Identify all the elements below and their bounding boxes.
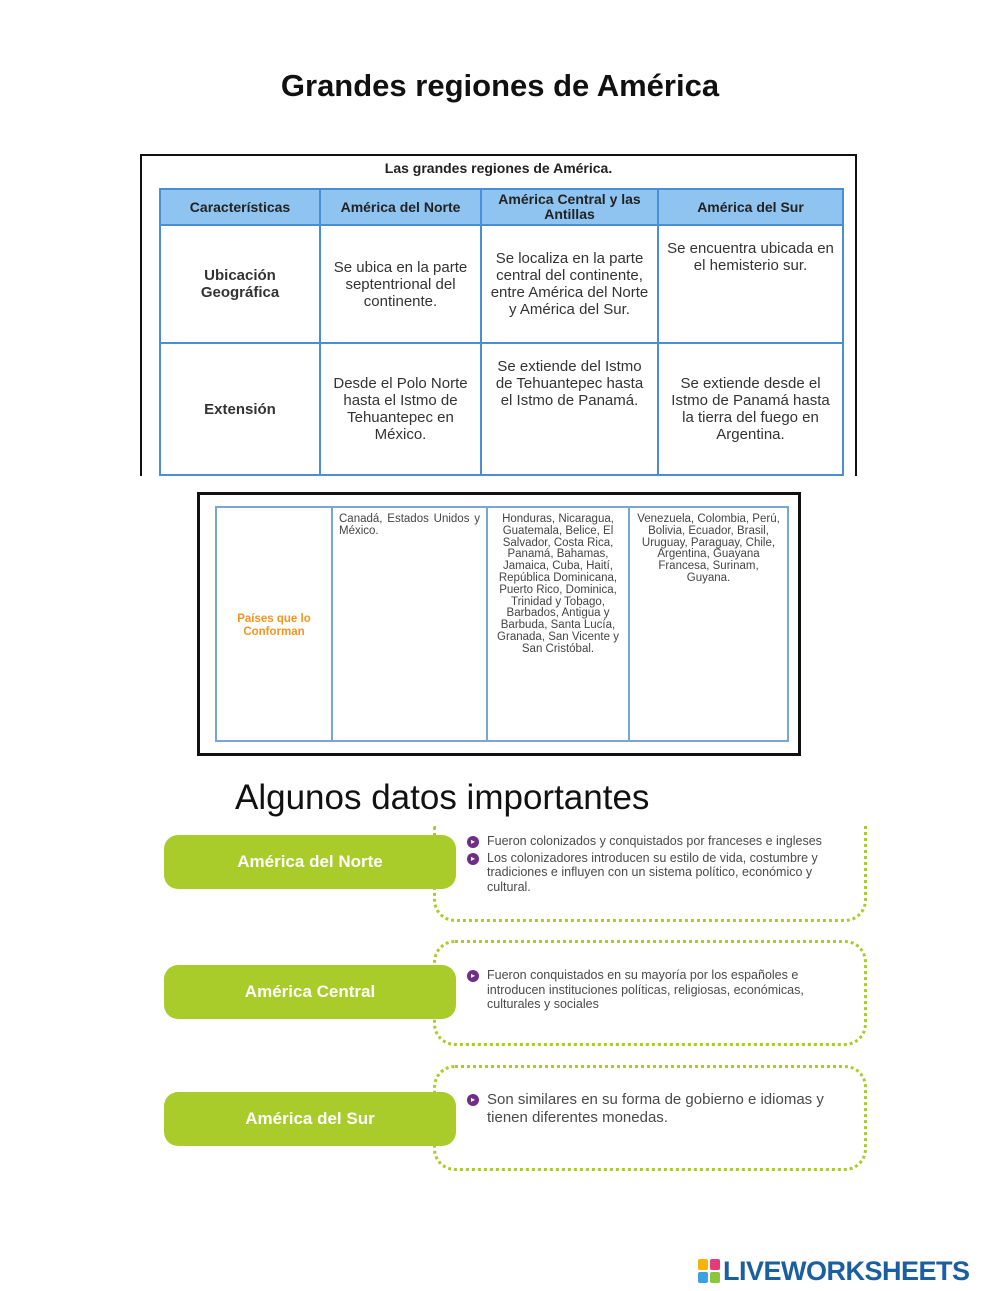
page-title: Grandes regiones de América: [280, 68, 720, 103]
fact-bullet: [467, 834, 854, 849]
bullet-arrow-icon: ▸: [467, 1094, 479, 1106]
cell-ubicacion-sur: Se encuentra ubicada en el hemisterio sur.: [658, 225, 843, 343]
regions-table-image: [140, 154, 857, 476]
header-america-sur: América del Sur: [658, 189, 843, 225]
region-pill-central: América Central: [164, 965, 456, 1019]
fact-bullet: [467, 851, 854, 895]
bullet-arrow-icon: ▸: [467, 853, 479, 865]
bullet-text: Fueron conquistados en su mayoría por los españoles e introducen instituciones políticas, religiosas, económicas, culturales y sociales: [487, 968, 804, 1011]
cell-extension-central: Se extiende del Istmo de Tehuantepec hasta el Istmo de Panamá.: [481, 343, 658, 475]
fact-bullets: [467, 1091, 854, 1129]
row-label-extension: Extensión: [160, 343, 320, 475]
bullet-arrow-icon: ▸: [467, 970, 479, 982]
header-caracteristicas: Características: [160, 189, 320, 225]
fact-row-sur: [160, 1065, 870, 1173]
cell-ubicacion-central: Se localiza en la parte central del continente, entre América del Norte y América del Sur.: [481, 225, 658, 343]
countries-table-image: [197, 492, 801, 756]
regions-table: [159, 188, 844, 476]
fact-row-norte: [160, 826, 870, 924]
fact-bullet: [467, 1091, 854, 1127]
region-pill-norte: América del Norte: [164, 835, 456, 889]
cell-paises-central: Honduras, Nicaragua, Guatemala, Belice, El Salvador, Costa Rica, Panamá, Bahamas, Jamaica, Cuba, Haití, República Dominicana, Puerto Rico, Dominica, Trinidad y Tobago, Barbados, Antigua y Barbuda, Santa Lucía, Granada, San Vicente y San Cristóbal.: [487, 507, 629, 741]
countries-table: [215, 506, 789, 742]
section-heading: Algunos datos importantes: [235, 778, 650, 817]
cell-ubicacion-norte: Se ubica en la parte septentrional del continente.: [320, 225, 481, 343]
row-label-ubicacion: Ubicación Geográfica: [160, 225, 320, 343]
row-label-paises: Países que lo Conforman: [216, 507, 332, 741]
bullet-text: Los colonizadores introducen su estilo de vida, costumbre y tradiciones e influyen con un sistema político, económico y cultural.: [487, 850, 818, 894]
cell-paises-sur: Venezuela, Colombia, Perú, Bolivia, Ecuador, Brasil, Uruguay, Paraguay, Chile, Argentina, Guayana Francesa, Surinam, Guyana.: [629, 507, 788, 741]
header-america-central: América Central y las Antillas: [481, 189, 658, 225]
table-caption: Las grandes regiones de América.: [384, 160, 613, 176]
bullet-arrow-icon: ▸: [467, 836, 479, 848]
region-pill-sur: América del Sur: [164, 1092, 456, 1146]
logo-wordmark: LIVEWORKSHEETS: [723, 1255, 970, 1286]
fact-bullets: [467, 834, 854, 896]
fact-bullet: [467, 968, 854, 1012]
fact-bullets: [467, 968, 854, 1014]
cell-extension-sur: Se extiende desde el Istmo de Panamá hasta la tierra del fuego en Argentina.: [658, 343, 843, 475]
cell-extension-norte: Desde el Polo Norte hasta el Istmo de Tehuantepec en México.: [320, 343, 481, 475]
header-america-norte: América del Norte: [320, 189, 481, 225]
bullet-text: Son similares en su forma de gobierno e idiomas y tienen diferentes monedas.: [487, 1091, 824, 1126]
bullet-text: Fueron colonizados y conquistados por franceses e ingleses: [487, 834, 822, 848]
cell-paises-norte: Canadá, Estados Unidos y México.: [332, 507, 487, 741]
liveworksheets-logo-icon: [698, 1259, 720, 1283]
liveworksheets-logo: [698, 1256, 970, 1286]
fact-row-central: [160, 940, 870, 1048]
